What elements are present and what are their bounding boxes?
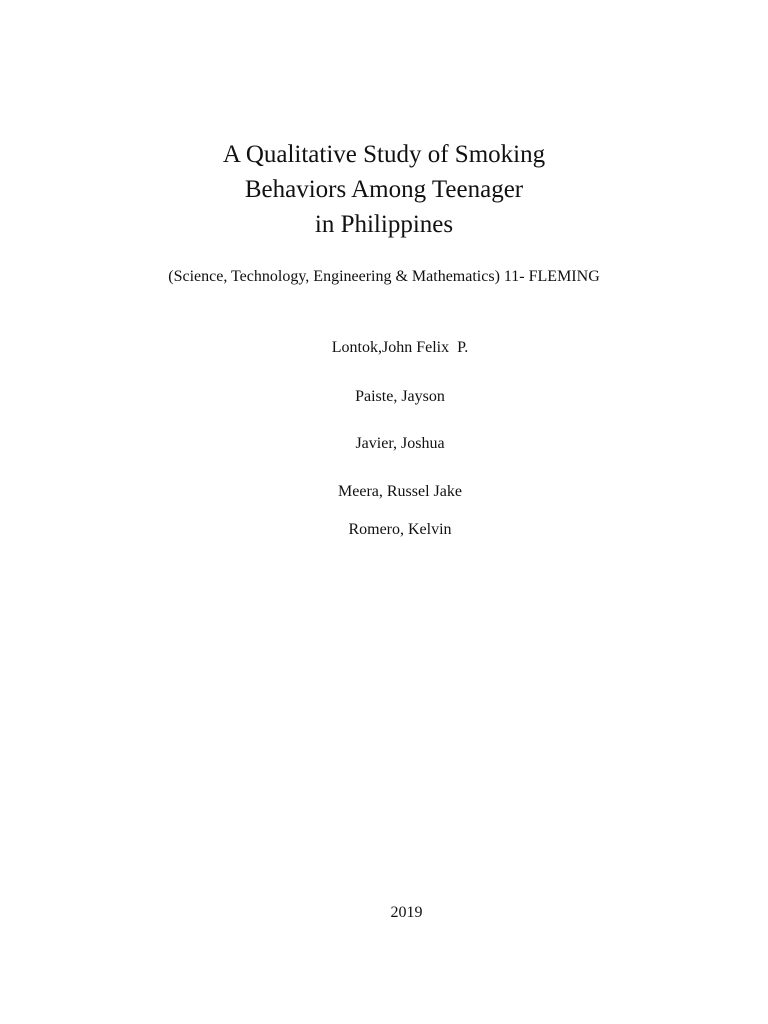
title-line: A Qualitative Study of Smoking — [222, 141, 546, 168]
author-name: Paiste, Jayson — [355, 388, 445, 405]
author-name: Javier, Joshua — [355, 435, 445, 452]
author-name: Romero, Kelvin — [348, 521, 452, 538]
author-name: Lontok,John Felix P. — [331, 339, 469, 356]
year: 2019 — [390, 904, 423, 921]
strand-section: (Science, Technology, Engineering & Mathematics) 11- FLEMING — [168, 268, 600, 285]
title-line: Behaviors Among Teenager — [244, 176, 524, 203]
document-title — [0, 137, 768, 242]
author-name: Meera, Russel Jake — [338, 483, 462, 500]
title-line: in Philippines — [314, 211, 454, 238]
